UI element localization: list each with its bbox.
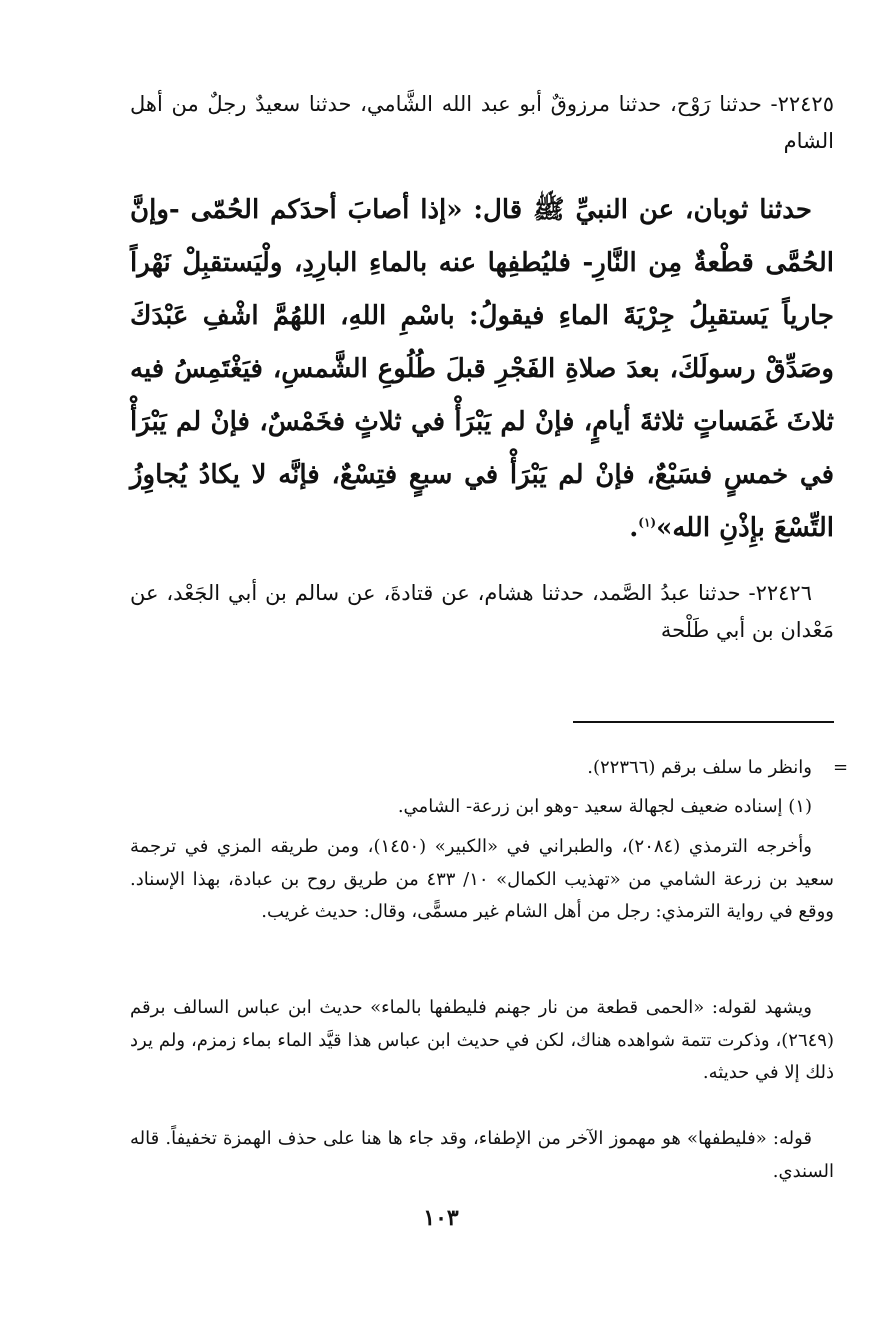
hadith-22425-matn: حدثنا ثوبان، عن النبيِّ ﷺ قال: «إذا أصابَ أحدَكم الحُمّى -وإنَّ الحُمَّى قطْعةٌ مِن النَّارِ- فليُطفِها عنه بالماءِ البارِدِ، ولْيَستقبِلْ نَهْراً جارياً يَستقبِلُ جِرْيَةَ الماءِ فيقولُ: باسْمِ اللهِ، اللهُمَّ اشْفِ عَبْدَكَ وصَدِّقْ رسولَكَ، بعدَ صلاةِ الفَجْرِ قبلَ طُلُوعِ الشَّمسِ، فيَغْتَمِسُ فيه ثلاثَ غَمَساتٍ ثلاثةَ أيامٍ، فإنْ لم يَبْرَأْ في ثلاثٍ فخَمْسٌ، فإنْ لم يَبْرَأْ في خمسٍ فسَبْعٌ، فإنْ لم يَبْرَأْ في سبعٍ فتِسْعٌ، فإنَّه لا يكادُ يُجاوِزُ التِّسْعَ بإِذْنِ الله» [130, 195, 834, 543]
footnote-continuation: وانظر ما سلف برقم (٢٢٣٦٦). [587, 757, 812, 778]
hadith-22425-text [130, 184, 834, 555]
hadith-22425-end: . [629, 513, 639, 543]
footnote-witness: ويشهد لقوله: «الحمى قطعة من نار جهنم فليطفها بالماء» حديث ابن عباس السالف برقم (٢٦٤٩)، وذكرت تتمة شواهده هناك، لكن في حديث ابن عباس هذا قيَّد الماء بماء زمزم، ولم يرد ذلك إلا في حديثه. [130, 997, 834, 1083]
page-number: ١٠٣ [423, 1205, 459, 1231]
hadith-22426-chain: ٢٢٤٢٦- حدثنا عبدُ الصَّمد، حدثنا هشام، عن قتادةَ، عن سالم بن أبي الجَعْد، عن مَعْدان بن أبي طَلْحة [130, 581, 834, 642]
hadith-22425-chain: ٢٢٤٢٥- حدثنا رَوْح، حدثنا مرزوقٌ أبو عبد الله الشَّامي، حدثنا سعيدٌ رجلٌ من أهل الشام [130, 92, 834, 153]
footnote-continuation-mark: = [833, 757, 849, 778]
footnote-separator [573, 721, 834, 723]
footnote-1: (١) إسناده ضعيف لجهالة سعيد -وهو ابن زرعة- الشامي. [397, 796, 812, 817]
footnote-takhrij: وأخرجه الترمذي (٢٠٨٤)، والطبراني في «الكبير» (١٤٥٠)، ومن طريقه المزي في ترجمة سعيد بن زرعة الشامي من «تهذيب الكمال» ١٠/ ٤٣٣ من طريق روح بن عبادة، بهذا الإسناد. ووقع في رواية الترمذي: رجل من أهل الشام غير مسمًّى، وقال: حديث غريب. [130, 836, 834, 922]
footnote-reference[interactable]: (١) [638, 515, 657, 530]
footnote-lexical: قوله: «فليطفها» هو مهموز الآخر من الإطفاء، وقد جاء ها هنا على حذف الهمزة تخفيفاً. قاله السندي. [130, 1128, 834, 1182]
